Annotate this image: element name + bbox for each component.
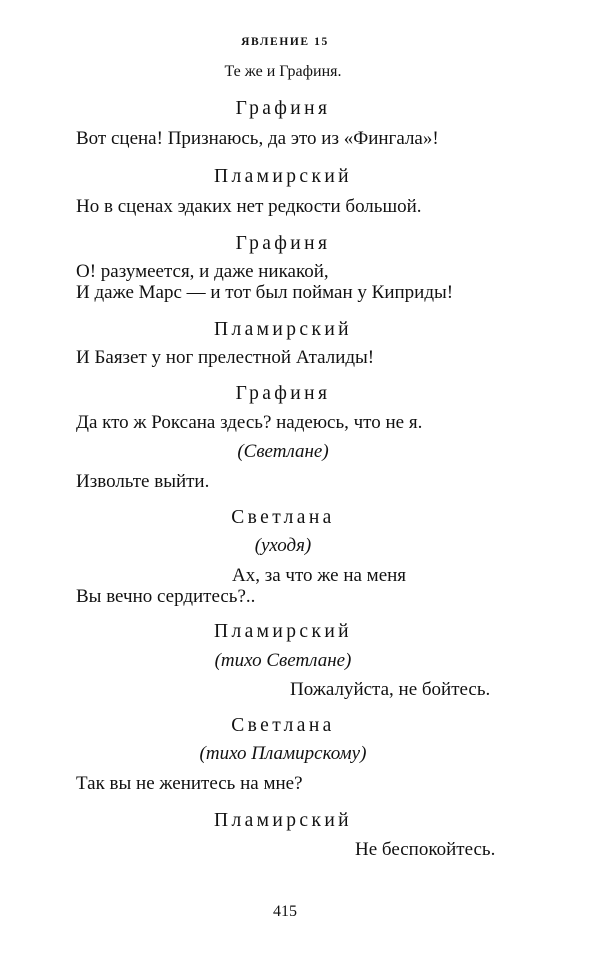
speaker-name: Пламирский: [214, 810, 352, 831]
stage-direction: (Светлане): [237, 441, 329, 462]
speaker-name: Светлана: [231, 715, 335, 736]
dialogue-line: Но в сценах эдаких нет редкости большой.: [76, 196, 422, 217]
dialogue-line: Так вы не женитесь на мне?: [76, 773, 303, 794]
dialogue-line: Не беспокойтесь.: [355, 839, 496, 860]
stage-direction: (тихо Пламирскому): [199, 743, 367, 764]
speaker-name: Пламирский: [214, 319, 352, 340]
scene-title: ЯВЛЕНИЕ 15: [241, 36, 329, 48]
scene-characters: Те же и Графиня.: [224, 63, 342, 80]
dialogue-line: Извольте выйти.: [76, 471, 210, 492]
dialogue-line: Ах, за что же на меня: [232, 565, 407, 586]
speaker-name: Графиня: [235, 383, 331, 404]
speaker-name: Пламирский: [214, 166, 352, 187]
speaker-name: Графиня: [235, 98, 331, 119]
dialogue-line: И Баязет у ног прелестной Аталиды!: [76, 347, 375, 368]
page-number: 415: [273, 903, 297, 920]
dialogue-line: Вы вечно сердитесь?..: [76, 586, 256, 607]
speaker-name: Светлана: [231, 507, 335, 528]
dialogue-line: Пожалуйста, не бойтесь.: [290, 679, 491, 700]
speaker-name: Пламирский: [214, 621, 352, 642]
speaker-name: Графиня: [235, 233, 331, 254]
dialogue-line: О! разумеется, и даже никакой,: [76, 261, 329, 282]
dialogue-line: Да кто ж Роксана здесь? надеюсь, что не я.: [76, 412, 423, 433]
stage-direction: (тихо Светлане): [214, 650, 352, 671]
dialogue-line: И даже Марс — и тот был пойман у Киприды!: [76, 282, 454, 303]
stage-direction: (уходя): [254, 535, 312, 556]
dialogue-line: Вот сцена! Признаюсь, да это из «Фингала»!: [76, 128, 439, 149]
